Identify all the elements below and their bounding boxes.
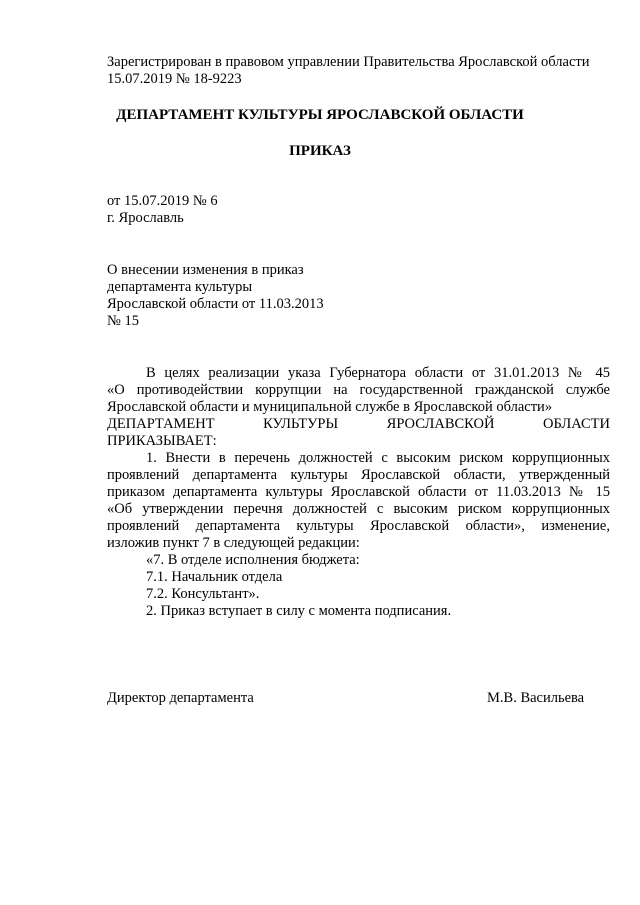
subject-line: О внесении изменения в приказ — [107, 262, 304, 278]
item1-line: 1. Внести в перечень должностей с высоким риском коррупционных — [146, 450, 610, 466]
document-type-heading: ПРИКАЗ — [289, 143, 351, 159]
department-heading: ДЕПАРТАМЕНТ КУЛЬТУРЫ ЯРОСЛАВСКОЙ ОБЛАСТИ — [116, 107, 524, 123]
preamble-line: В целях реализации указа Губернатора области от 31.01.2013 № 45 — [146, 365, 610, 381]
signature-position: Директор департамента — [107, 690, 254, 706]
registration-line-1: Зарегистрирован в правовом управлении Правительства Ярославской области — [107, 54, 590, 70]
preamble-line: «О противодействии коррупции на государственной гражданской службе — [107, 382, 610, 398]
item1-line: изложив пункт 7 в следующей редакции: — [107, 535, 360, 551]
preamble-line: Ярославской области и муниципальной службе в Ярославской области» — [107, 399, 553, 415]
document-city: г. Ярославль — [107, 210, 184, 226]
item1-line: проявлений департамента культуры Ярославской области, утвержденный — [107, 467, 610, 483]
item1-line: «Об утверждении перечня должностей с высоким риском коррупционных — [107, 501, 610, 517]
subject-line: Ярославской области от 11.03.2013 — [107, 296, 324, 312]
quote-line: 7.1. Начальник отдела — [146, 569, 283, 585]
registration-line-2: 15.07.2019 № 18-9223 — [107, 71, 242, 87]
item1-line: проявлений департамента культуры Ярославской области», изменение, — [107, 518, 610, 534]
subject-line: № 15 — [107, 313, 139, 329]
orders-verb-line: ПРИКАЗЫВАЕТ: — [107, 433, 217, 449]
document-date-number: от 15.07.2019 № 6 — [107, 193, 218, 209]
subject-line: департамента культуры — [107, 279, 253, 295]
quote-line: «7. В отделе исполнения бюджета: — [146, 552, 360, 568]
item1-line: приказом департамента культуры Ярославской области от 11.03.2013 № 15 — [107, 484, 610, 500]
item2-line: 2. Приказ вступает в силу с момента подписания. — [146, 603, 452, 619]
orders-department-line: ДЕПАРТАМЕНТ КУЛЬТУРЫ ЯРОСЛАВСКОЙ ОБЛАСТИ — [107, 416, 610, 432]
signature-name: М.В. Васильева — [487, 690, 585, 706]
quote-line: 7.2. Консультант». — [146, 586, 260, 602]
